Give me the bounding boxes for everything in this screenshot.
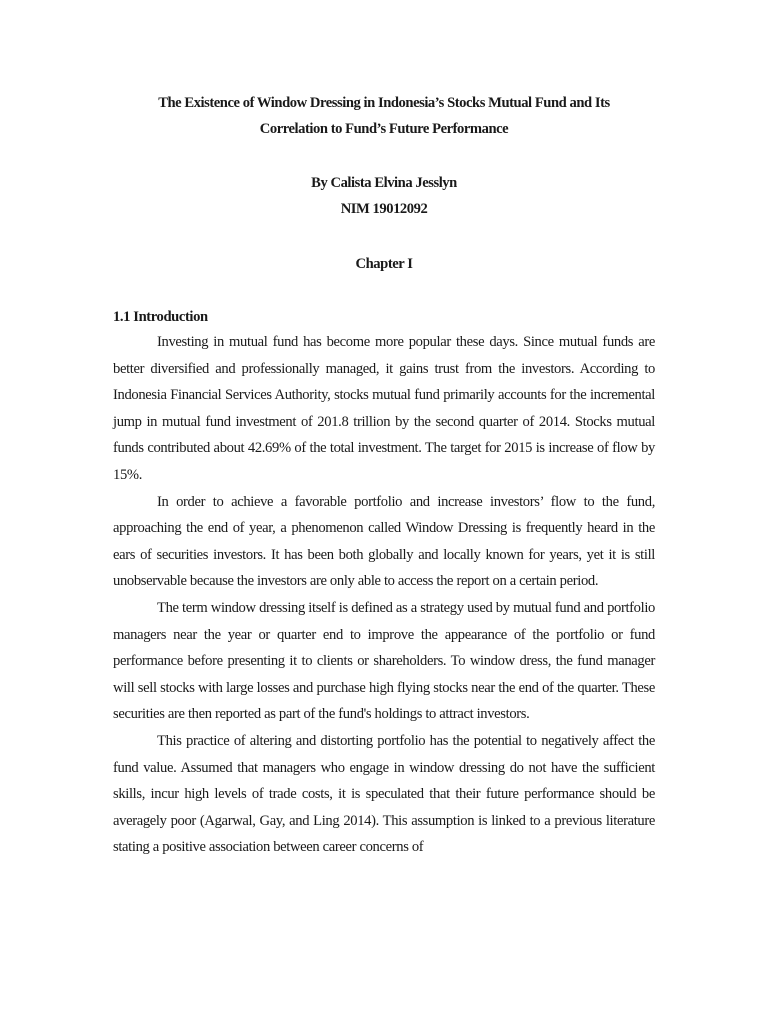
body-text bbox=[113, 329, 655, 861]
student-id: NIM 19012092 bbox=[340, 201, 428, 217]
paragraph: The term window dressing itself is defined as a strategy used by mutual fund and portfolio managers near the year or quarter end to improve the appearance of the portfolio or fund performance before presenting it to clients or shareholders. To window dress, the fund manager will sell stocks with large losses and purchase high flying stocks near the end of the quarter. These securities are then reported as part of the fund's holdings to attract investors. bbox=[113, 599, 655, 723]
chapter-heading: Chapter I bbox=[355, 256, 413, 272]
title-line-1: The Existence of Window Dressing in Indonesia’s Stocks Mutual Fund and Its bbox=[158, 95, 610, 111]
title-line-2: Correlation to Fund’s Future Performance bbox=[259, 121, 509, 137]
paragraph: Investing in mutual fund has become more popular these days. Since mutual funds are better diversified and professionally managed, it gains trust from the investors. According to Indonesia Financial Services Authority, stocks mutual fund primarily accounts for the incremental jump in mutual fund investment of 201.8 trillion by the second quarter of 2014. Stocks mutual funds contributed about 42.69% of the total investment. The target for 2015 is increase of flow by 15%. bbox=[113, 334, 655, 483]
paragraph: In order to achieve a favorable portfolio and increase investors’ flow to the fund, approaching the end of year, a phenomenon called Window Dressing is frequently heard in the ears of securities investors. It has been both globally and locally known for years, yet it is still unobservable because the investors are only able to access the report on a certain period. bbox=[113, 493, 655, 590]
paragraph: This practice of altering and distorting portfolio has the potential to negatively affect the fund value. Assumed that managers who engage in window dressing do not have the sufficient skills, incur high levels of trade costs, it is speculated that their future performance should be averagely poor (Agarwal, Gay, and Ling 2014). This assumption is linked to a previous literature stating a positive association between career concerns of bbox=[113, 732, 655, 856]
author-byline: By Calista Elvina Jesslyn bbox=[311, 175, 457, 191]
section-heading: 1.1 Introduction bbox=[113, 309, 208, 325]
